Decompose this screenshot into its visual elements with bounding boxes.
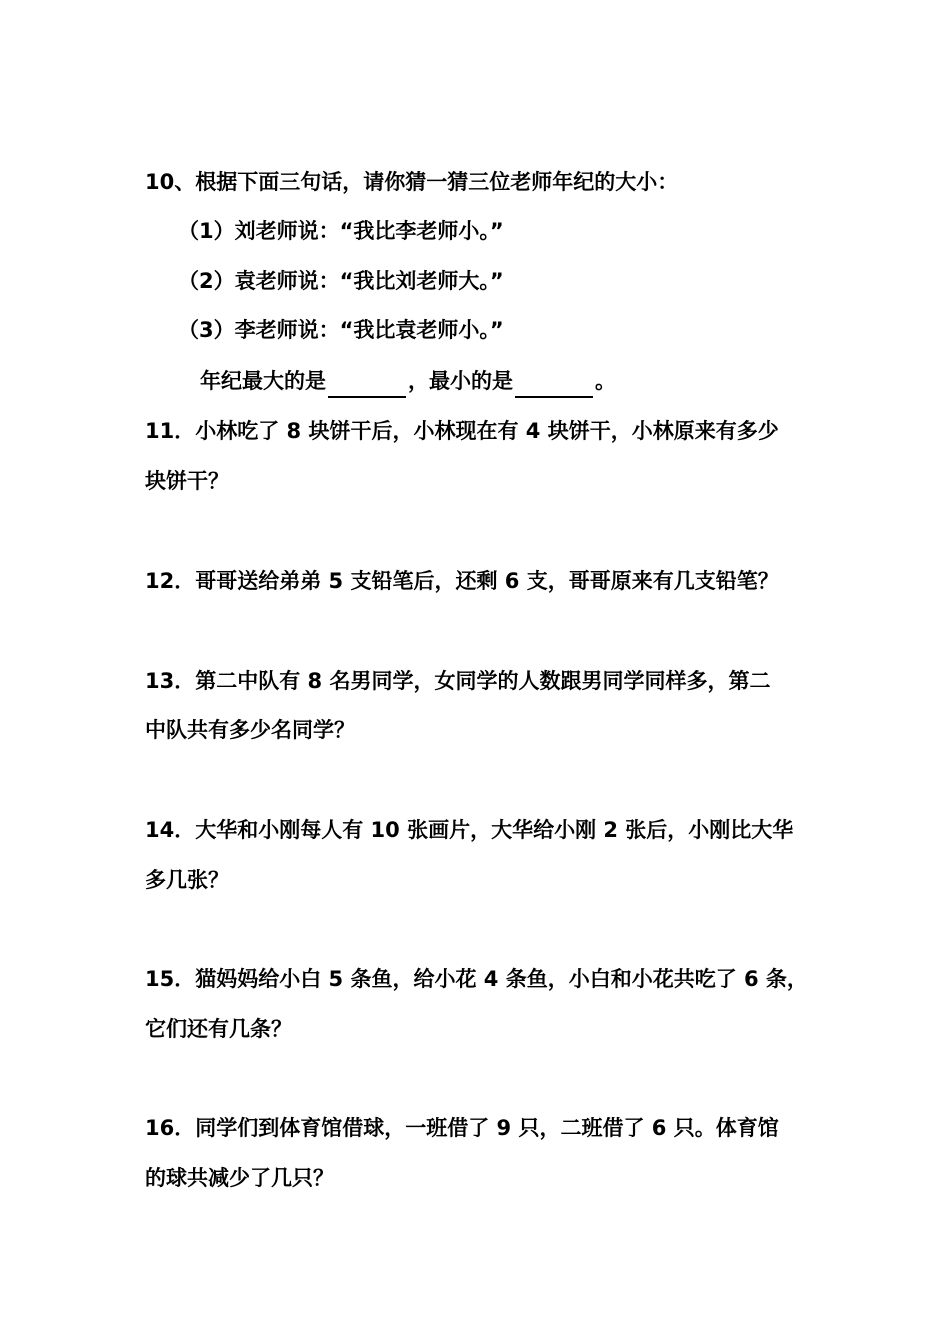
- q15-line-2: 它们还有几条？: [145, 1017, 292, 1041]
- q10-answer-line: [200, 366, 616, 398]
- q15-line-1: 15．猫妈妈给小白 5 条鱼，给小花 4 条鱼，小白和小花共吃了 6 条，: [145, 967, 808, 991]
- q10-answer-youngest-label: ，最小的是: [408, 369, 513, 393]
- q11-line-1: 11．小林吃了 8 块饼干后，小林现在有 4 块饼干，小林原来有多少: [145, 419, 779, 443]
- q10-answer-oldest-label: 年纪最大的是: [200, 369, 326, 393]
- q10-statement-3: （3）李老师说：“我比袁老师小。”: [178, 318, 504, 342]
- q12-line-1: 12．哥哥送给弟弟 5 支铅笔后，还剩 6 支，哥哥原来有几支铅笔？: [145, 569, 779, 593]
- q13-line-2: 中队共有多少名同学？: [145, 718, 355, 742]
- q14-line-1: 14．大华和小刚每人有 10 张画片，大华给小刚 2 张后，小刚比大华: [145, 818, 794, 842]
- q13-line-1: 13．第二中队有 8 名男同学，女同学的人数跟男同学同样多，第二: [145, 669, 771, 693]
- q11-line-2: 块饼干？: [145, 469, 229, 493]
- q16-line-2: 的球共减少了几只？: [145, 1166, 334, 1190]
- q10-answer-end: 。: [595, 369, 616, 393]
- q10-statement-2: （2）袁老师说：“我比刘老师大。”: [178, 269, 504, 293]
- q16-line-1: 16．同学们到体育馆借球，一班借了 9 只，二班借了 6 只。体育馆: [145, 1116, 779, 1140]
- q10-statement-1: （1）刘老师说：“我比李老师小。”: [178, 219, 504, 243]
- q10-oldest-blank[interactable]: [328, 366, 406, 398]
- q14-line-2: 多几张？: [145, 868, 229, 892]
- q10-title: 10、根据下面三句话，请你猜一猜三位老师年纪的大小：: [145, 170, 679, 194]
- q10-youngest-blank[interactable]: [515, 366, 593, 398]
